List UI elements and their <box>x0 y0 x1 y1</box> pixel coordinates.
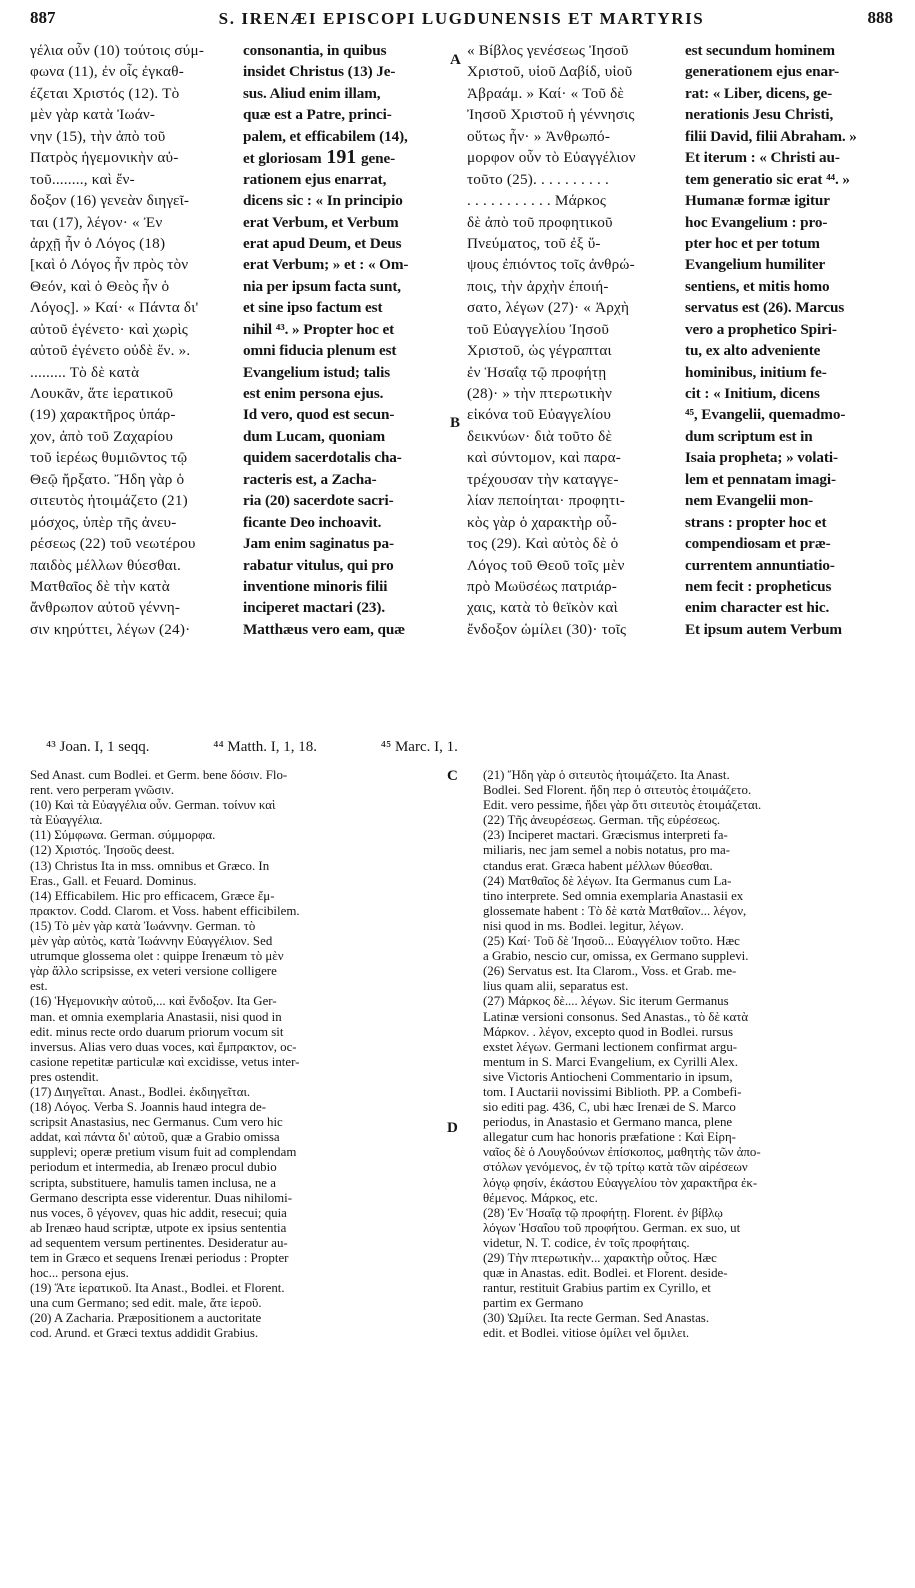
text-line: λίαν πεποίηται· προφητι- <box>467 492 626 510</box>
note-line: supplevi; operæ pretium visum fuit ad complendam <box>30 1145 297 1160</box>
text-line: δεικνύων· διὰ τοῦτο δὲ <box>467 427 613 445</box>
note-line: edit. minus recte ordo duarum priorum vocum sit <box>30 1024 284 1039</box>
text-line: ⁴⁵, Evangelii, quemadmo- <box>685 406 846 424</box>
text-line: quæ est a Patre, princi- <box>243 106 392 124</box>
text-line: παιδὸς μέλλων θύεσθαι. <box>30 556 182 574</box>
note-line: exstet λέγων. Germani lectionem confirmat argu- <box>483 1039 738 1054</box>
text-line: erat apud Deum, et Deus <box>243 234 402 252</box>
text-line: rabatur vitulus, qui pro <box>243 556 394 574</box>
text-line: ψους ἐπιόντος τοῖς ἀνθρώ- <box>467 256 635 274</box>
text-line: γέλια οὖν (10) τούτοις σύμ- <box>30 42 205 59</box>
scripture-ref: ⁴³ Joan. I, 1 seqq. <box>46 739 150 755</box>
text-line: rationem ejus enarrat, <box>243 170 387 188</box>
note-line: (22) Τῆς ἀνευρέσεως. German. τῆς εὑρέσεως. <box>483 813 721 828</box>
note-line: tino interprete. Sed omnia exemplaria Anastasii ex <box>483 888 744 903</box>
text-line: sus. Aliud enim illam, <box>243 84 381 102</box>
note-line: Μάρκον. . λέγον, excepto quod in Bodlei. rursus <box>483 1024 733 1039</box>
text-line: tu, ex alto adveniente <box>685 342 821 360</box>
note-line: lius quam alii, separatus est. <box>483 979 629 994</box>
text-line: ρέσεως (22) τοῦ νεωτέρου <box>30 535 196 553</box>
text-line: τρέχουσαν τὴν καταγγε- <box>467 470 619 488</box>
text-line: ria (20) sacerdote sacri- <box>243 492 394 510</box>
text-line: racteris est, a Zacha- <box>243 470 377 488</box>
latin-column-2 <box>685 40 895 640</box>
note-line: (16) Ἡγεμονικὴν αὐτοῦ,... καὶ ἔνδοξον. Ita Ger- <box>30 994 277 1009</box>
note-line: (27) Μάρκος δὲ.... λέγων. Sic iterum Germanus <box>483 994 729 1009</box>
text-line: ἐν Ἡσαΐᾳ τῷ προφήτῃ <box>467 363 607 381</box>
note-line: casione repetitæ particulæ καὶ excidisse, vetus inter- <box>30 1054 300 1069</box>
greek-column-2 <box>467 40 672 640</box>
note-line: μὲν γὰρ αὐτὸς, κατὰ Ἰωάννην Εὐαγγέλιον. Sed <box>30 934 273 949</box>
note-line: scripsit Anastasius, nec Germanus. Cum vero hic <box>30 1115 283 1130</box>
note-line: allegatur cum hac honoris præfatione : Καὶ Εἰρη- <box>483 1130 736 1145</box>
text-line: σιν κηρύττει, λέγων (24)· <box>30 620 191 638</box>
note-line: στόλων γενόμενος, ἐν τῷ τρίτῳ κατὰ τῶν αἱρέσεων <box>483 1160 748 1175</box>
text-line: Πνεύματος, τοῦ ἐξ ὕ- <box>467 234 601 252</box>
text-line: Id vero, quod est secun- <box>243 406 395 424</box>
text-line: Evangelium humiliter <box>685 256 826 274</box>
text-line: Jam enim saginatus pa- <box>243 535 394 553</box>
note-line: Germano descripta esse viderentur. Duas nihilomi- <box>30 1190 293 1205</box>
text-line: Θεῷ ἤρξατο. Ἤδη γὰρ ὁ <box>30 470 185 488</box>
text-line: insidet Christus (13) Je- <box>243 63 396 81</box>
text-line: (28)· » τὴν πτερωτικὴν <box>467 385 613 402</box>
text-line: [καὶ ὁ Λόγος ἦν πρὸς τὸν <box>30 256 189 274</box>
note-line: Eras., Gall. et Feuard. Dominus. <box>30 873 197 888</box>
text-line: ......... Τὸ δὲ κατὰ <box>30 363 140 381</box>
text-line: pter hoc et per totum <box>685 234 820 252</box>
note-line: man. et omnia exemplaria Anastasii, nisi quod in <box>30 1009 282 1024</box>
text-line: τοῦ ἱερέως θυμιῶντος τῷ <box>30 449 188 467</box>
text-line: Ἀβραάμ. » Καί· « Τοῦ δὲ <box>467 84 625 102</box>
note-line: ad sequentem versum pertinentes. Desideratur au- <box>30 1235 288 1250</box>
note-line: (29) Τὴν πτερωτικὴν... χαρακτὴρ οὗτος. Hæc <box>483 1251 717 1265</box>
running-title: S. IRENÆI EPISCOPI LUGDUNENSIS ET MARTYRIS <box>218 9 705 28</box>
text-line: έζεται Χριστός (12). Τὸ <box>30 84 180 102</box>
text-line: nem fecit : propheticus <box>685 577 832 595</box>
note-line: γὰρ ἄλλο scripsisse, ex veteri versione colligere <box>30 964 277 979</box>
note-line: ναῖος δὲ ὁ Λουγδούνων ἐπίσκοπος, μαθητὴς τῶν ἀπο- <box>483 1145 761 1160</box>
text-line: δὲ ἀπὸ τοῦ προφητικοῦ <box>467 213 613 231</box>
text-line: πρὸ Μωϋσέως πατριάρ- <box>467 577 618 595</box>
text-line: palem, et efficabilem (14), <box>243 127 408 145</box>
note-line: (28) Ἐν Ἡσαΐᾳ τῷ προφήτῃ. Florent. ἐν βίβλῳ <box>483 1205 723 1220</box>
text-line: αὐτοῦ ἐγένετο· καὶ χωρὶς <box>30 320 188 338</box>
text-line: omni fiducia plenum est <box>243 342 397 360</box>
text-line: Et iterum : « Christi au- <box>685 149 840 167</box>
text-line: τοῦ........, καὶ ἔν- <box>30 170 135 188</box>
note-line: (12) Χριστός. Ἰησοῦς deest. <box>30 843 175 858</box>
scripture-references <box>46 739 518 756</box>
text-fragment: gene- <box>361 150 396 168</box>
text-line: Matthæus vero eam, quæ <box>243 620 406 638</box>
note-line: addat, καὶ πάντα δι' αὐτοῦ, quæ a Grabio omissa <box>30 1130 280 1145</box>
note-line: periodum et intermedia, ab Irenæo procul dubio <box>30 1160 277 1175</box>
text-line: ἀρχῇ ἦν ὁ Λόγος (18) <box>30 234 166 252</box>
text-line: nia per ipsum facta sunt, <box>243 277 401 295</box>
text-line: Humanæ formæ igitur <box>685 192 830 210</box>
text-line: quidem sacerdotalis cha- <box>243 449 402 467</box>
text-line: inventione minoris filii <box>243 577 388 595</box>
scripture-ref: ⁴⁵ Marc. I, 1. <box>380 739 458 755</box>
note-line: (11) Σύμφωνα. German. σύμμορφα. <box>30 828 216 843</box>
note-line: miliaris, nec jam semel a nobis notatus, pro ma- <box>483 843 731 858</box>
text-line: nihil ⁴³. » Propter hoc et <box>243 320 395 338</box>
text-line: Πατρὸς ἡγεμονικὴν αὐ- <box>30 149 179 167</box>
note-line: scripta, substituere, hamulis tamen inclusa, ne a <box>30 1175 276 1190</box>
text-line: καὶ σύντομον, καὶ παρα- <box>467 449 622 467</box>
text-line: Λόγος]. » Καί· « Πάντα δι' <box>30 299 199 317</box>
text-line: vero a prophetico Spiri- <box>685 320 837 338</box>
text-line: Θεόν, καὶ ὁ Θεὸς ἦν ὁ <box>30 277 170 295</box>
note-line: (13) Christus Ita in mss. omnibus et Græco. In <box>30 858 270 873</box>
text-line: cit : « Initium, dicens <box>685 385 820 402</box>
margin-marker-b: B <box>450 415 461 431</box>
text-line: strans : propter hoc et <box>685 513 827 531</box>
note-line: tem in Græco et sequens Irenæi periodus : Propter <box>30 1251 289 1265</box>
note-line: λόγῳ φησίν, ἑκάστου Εὐαγγελίου τὸν χαρακτῆρα ἐκ- <box>483 1175 758 1190</box>
text-line: μόσχος, ὑπὲρ τῆς ἀνευ- <box>30 513 177 531</box>
note-line: partim ex Germano <box>483 1296 584 1311</box>
text-line: φωνα (11), ἐν οἷς ἐγκαθ- <box>30 63 184 81</box>
text-line: νην (15), τὴν ἀπὸ τοῦ <box>30 127 166 145</box>
note-line: periodus, in Anastasio et Germano manca, plene <box>483 1115 733 1130</box>
note-line: nus voces, ὃ γέγονεν, quas hic addit, resecui; quia <box>30 1205 287 1220</box>
text-line: (19) χαρακτῆρος ὑπάρ- <box>30 406 176 424</box>
text-line: consonantia, in quibus <box>243 42 387 59</box>
text-line: ἔνδοξον ὡμίλει (30)· τοῖς <box>467 620 627 638</box>
note-line: glossemate habent : Τὸ δὲ κατὰ Ματθαῖον... λέγον, <box>483 903 747 918</box>
text-line: dicens sic : « In principio <box>243 192 403 210</box>
text-line: κὸς γὰρ ὁ χαρακτὴρ οὗ- <box>467 513 618 531</box>
text-line: nem Evangelii mon- <box>685 492 814 510</box>
note-line: (25) Καί· Τοῦ δὲ Ἰησοῦ... Εὐαγγέλιον τοῦτο. Hæc <box>483 934 740 949</box>
note-line: mentum in S. Marci Evangelium, ex Cyrilli Alex. <box>483 1054 738 1069</box>
latin-column-1 <box>243 40 448 640</box>
text-line: εἰκόνα τοῦ Εὐαγγελίου <box>467 406 612 424</box>
notes-column-right <box>483 768 895 1342</box>
text-line: filii David, filii Abraham. » <box>685 127 857 145</box>
text-line: rat: « Liber, dicens, ge- <box>685 84 833 102</box>
note-line: utrumque glossema olet : quippe Irenæum τὸ μὲν <box>30 949 284 964</box>
text-line: erat Verbum; » et : « Om- <box>243 256 409 274</box>
note-line: sive Victoris Antiocheni Commentario in ipsum, <box>483 1069 733 1084</box>
text-line: ται (17), λέγον· « Ἐν <box>30 213 163 231</box>
text-line: Ματθαῖος δὲ τὴν κατὰ <box>30 577 170 595</box>
text-line: servatus est (26). Marcus <box>685 299 845 317</box>
note-line: una cum Germano; sed edit. male, ἅτε ἱεροῦ. <box>30 1296 262 1311</box>
note-line: tom. I Auctarii novissimi Biblioth. PP. a Combefi- <box>483 1084 742 1099</box>
text-line: hominibus, initium fe- <box>685 363 827 381</box>
text-line: Et ipsum autem Verbum <box>685 620 842 638</box>
note-line: inversus. Alias vero duas voces, καὶ ἔμπρακτον, oc- <box>30 1039 297 1054</box>
text-line: μορφον οὖν τὸ Εὐαγγέλιον <box>467 149 636 167</box>
note-line: θέμενος. Μάρκος, etc. <box>483 1190 598 1205</box>
note-line: ctandus erat. Græca habent μέλλων θύεσθαι. <box>483 858 713 873</box>
text-line: χον, ἀπὸ τοῦ Ζαχαρίου <box>30 427 174 445</box>
note-line: a Grabio, nescio cur, omissa, ex Germano supplevi. <box>483 949 749 964</box>
text-line: nerationis Jesu Christi, <box>685 106 834 124</box>
note-line: Edit. vero pessime, ἤδει γὰρ ὅτι σιτευτὸς ἑτοιμάζεται. <box>483 798 762 813</box>
note-line: (18) Λόγος. Verba S. Joannis haud integra de- <box>30 1100 267 1115</box>
scripture-ref: ⁴⁴ Matth. I, 1, 18. <box>213 739 318 755</box>
text-line: τοῦ Εὐαγγελίου Ἰησοῦ <box>467 320 610 338</box>
text-line: οὕτως ἦν· » Ἀνθρωπό- <box>467 127 611 145</box>
text-line: Evangelium istud; talis <box>243 363 391 381</box>
text-line: Χριστοῦ, ὡς γέγραπται <box>467 342 612 360</box>
text-line: currentem annuntiatio- <box>685 556 835 574</box>
text-line: est enim persona ejus. <box>243 385 384 402</box>
text-line: hoc Evangelium : pro- <box>685 213 828 231</box>
note-line: (15) Τὸ μὲν γὰρ κατὰ Ἰωάννην. German. τὸ <box>30 918 256 933</box>
note-line: ab Irenæo haud scriptæ, utpote ex ipsius sententia <box>30 1220 287 1235</box>
text-line: δοξον (16) γενεὰν διηγεῖ- <box>30 192 190 210</box>
text-line: compendiosam et præ- <box>685 535 831 553</box>
text-line: lem et pennatam imagi- <box>685 470 836 488</box>
text-line: σιτευτὸς ἡτοιμάζετο (21) <box>30 492 188 510</box>
text-line: Isaia propheta; » volati- <box>685 449 838 467</box>
note-line: edit. et Bodlei. vitiose ὁμίλει vel ὅμιλει. <box>483 1326 690 1341</box>
text-line: αὐτοῦ ἐγένετο οὐδὲ ἕν. ». <box>30 342 191 360</box>
note-line: cod. Arund. et Græci textus addidit Grabius. <box>30 1326 259 1341</box>
text-line: τοῦτο (25). . . . . . . . . . <box>467 170 609 188</box>
note-line: sio editi pag. 436, C, ubi hæc Irenæi de S. Marco <box>483 1100 736 1115</box>
text-line: erat Verbum, et Verbum <box>243 213 399 231</box>
text-line: Λόγος τοῦ Θεοῦ τοῖς μὲν <box>467 556 625 574</box>
note-line: rent. vero perperam γνῶσιν. <box>30 783 174 798</box>
text-line: χαις, κατὰ τὸ θεϊκὸν καὶ <box>467 599 618 617</box>
page-number-right: 888 <box>867 8 893 27</box>
text-line: μὲν γὰρ κατὰ Ἰωάν- <box>30 106 156 124</box>
inline-page-number: 191 <box>321 146 362 169</box>
note-line: (17) Διηγεῖται. Anast., Bodlei. ἐκδιηγεῖται. <box>30 1084 251 1099</box>
text-line: Λουκᾶν, ἅτε ἱερατικοῦ <box>30 385 174 402</box>
note-line: (10) Καὶ τὰ Εὐαγγέλια οὖν. German. τοίνυν καὶ <box>30 798 276 813</box>
note-line: nisi quod in ms. Bodlei. legitur, λέγων. <box>483 918 684 933</box>
text-line: inciperet mactari (23). <box>243 599 386 617</box>
notes-column-left <box>30 768 442 1342</box>
note-line: (24) Ματθαῖος δὲ λέγων. Ita Germanus cum La- <box>483 873 732 888</box>
note-line: (21) Ἤδη γὰρ ὁ σιτευτὸς ἡτοιμάζετο. Ita Anast. <box>483 768 730 782</box>
text-line: « Βίβλος γενέσεως Ἰησοῦ <box>467 42 629 59</box>
note-line: Bodlei. Sed Florent. ἤδη περ ὁ σιτευτὸς ἑτοιμάζετο. <box>483 783 752 798</box>
note-line: quæ in Anastas. edit. Bodlei. et Florent. deside- <box>483 1266 728 1281</box>
text-line: Χριστοῦ, υἱοῦ Δαβίδ, υἱοῦ <box>467 63 633 81</box>
note-line: (14) Efficabilem. Hic pro efficacem, Græce ἔμ- <box>30 888 275 903</box>
text-line: ἄνθρωπον αὐτοῦ γέννη- <box>30 599 181 617</box>
margin-marker-a: A <box>450 52 461 68</box>
margin-marker-c: C <box>447 768 458 784</box>
margin-marker-d: D <box>447 1120 458 1136</box>
text-line: dum scriptum est in <box>685 427 813 445</box>
text-line: τος (29). Καὶ αὐτὸς δὲ ὁ <box>467 535 619 553</box>
page-header <box>30 8 893 32</box>
text-line: . . . . . . . . . . . Μάρκος <box>467 192 607 210</box>
text-line: ficante Deo inchoavit. <box>243 513 382 531</box>
text-line: sentiens, et mitis homo <box>685 277 830 295</box>
note-line: πρακτον. Codd. Clarom. et Voss. habent efficibilem. <box>30 903 300 918</box>
note-line: (23) Inciperet mactari. Græcismus interpreti fa- <box>483 828 728 843</box>
note-line: (30) Ὡμίλει. Ita recte German. Sed Anastas. <box>483 1311 710 1326</box>
text-line: Ἰησοῦ Χριστοῦ ἡ γέννησις <box>467 106 635 124</box>
page-number-left: 887 <box>30 8 56 27</box>
note-line: Sed Anast. cum Bodlei. et Germ. bene δόσιν. Flo- <box>30 768 288 782</box>
note-line: (20) A Zacharia. Præpositionem a auctoritate <box>30 1311 262 1326</box>
text-line: enim character est hic. <box>685 599 830 617</box>
text-line: σατο, λέγων (27)· « Ἀρχὴ <box>467 299 630 317</box>
text-line: et gloriosam 191 gene- <box>243 146 396 169</box>
text-line: generationem ejus enar- <box>685 63 840 81</box>
text-line: dum Lucam, quoniam <box>243 427 386 445</box>
text-line: ποις, τὴν ἀρχὴν ἐποιή- <box>467 277 609 295</box>
note-line: Latinæ versioni consonus. Sed Anastas., τὸ δὲ κατὰ <box>483 1009 749 1024</box>
note-line: hoc... persona ejus. <box>30 1266 129 1281</box>
text-line: est secundum hominem <box>685 42 835 59</box>
note-line: rantur, restituit Grabius partim ex Cyrillo, et <box>483 1281 711 1296</box>
text-line: tem generatio sic erat ⁴⁴. » <box>685 170 850 188</box>
text-line: et sine ipso factum est <box>243 299 383 317</box>
note-line: est. <box>30 979 48 994</box>
note-line: videtur, N. T. codice, ἐν τοῖς προφήταις. <box>483 1235 690 1250</box>
note-line: (26) Servatus est. Ita Clarom., Voss. et Grab. me- <box>483 964 737 979</box>
greek-column-1 <box>30 40 235 640</box>
note-line: (19) Ἅτε ἱερατικοῦ. Ita Anast., Bodlei. et Florent. <box>30 1281 285 1296</box>
note-line: τὰ Εὐαγγέλια. <box>30 813 103 828</box>
note-line: pres ostendit. <box>30 1069 99 1084</box>
note-line: λόγων Ἡσαΐου τοῦ προφήτου. German. ex suo, ut <box>483 1220 741 1235</box>
